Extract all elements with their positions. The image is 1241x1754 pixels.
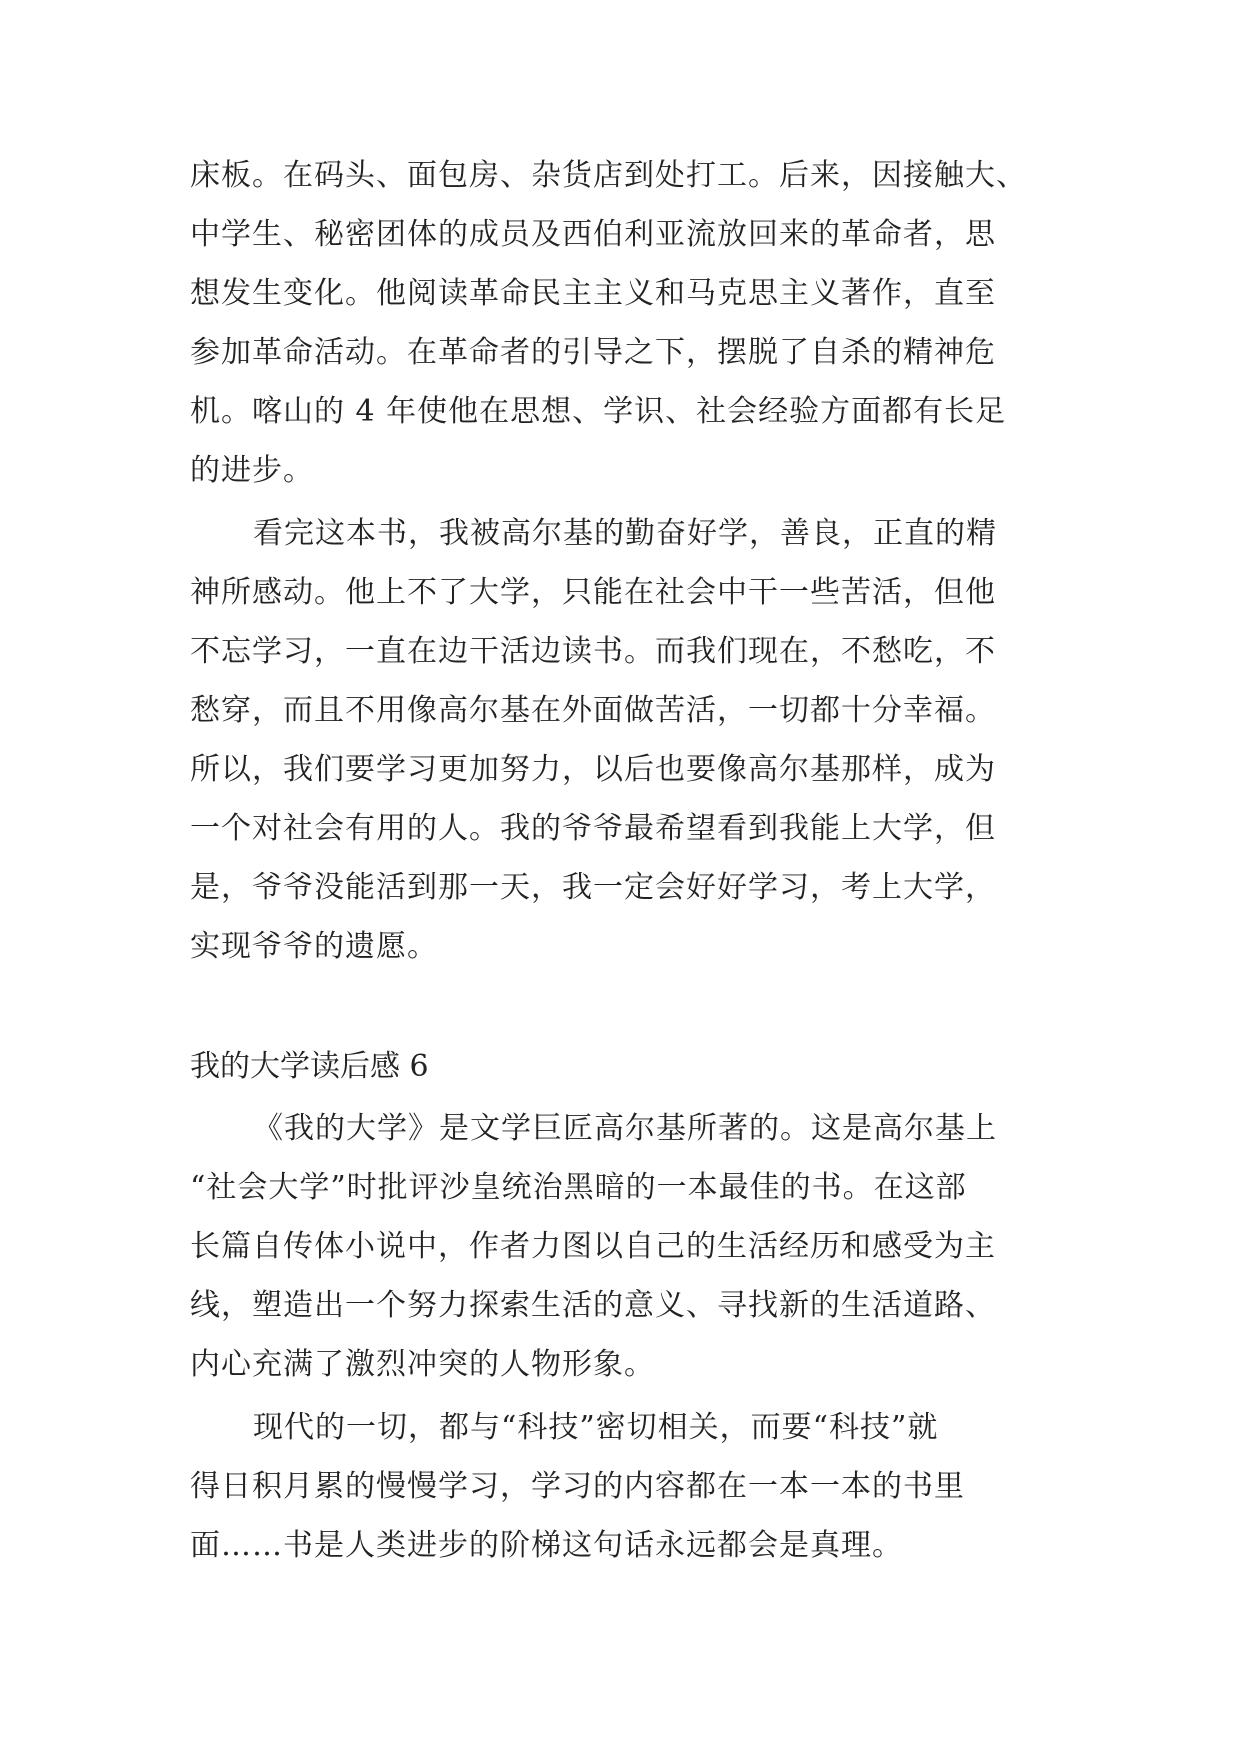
paragraph-line: 不忘学习，一直在边干活边读书。而我们现在，不愁吃，不: [190, 634, 996, 669]
paragraph-line: 所以，我们要学习更加努力，以后也要像高尔基那样，成为: [190, 752, 996, 787]
paragraph-line: 面……书是人类进步的阶梯这句话永远都会是真理。: [190, 1528, 903, 1563]
paragraph-line: 机。喀山的 4 年使他在思想、学识、社会经验方面都有长足: [190, 394, 1007, 429]
paragraph-line: 内心充满了激烈冲突的人物形象。: [190, 1347, 655, 1382]
paragraph-line: 看完这本书，我被高尔基的勤奋好学，善良，正直的精: [253, 516, 997, 551]
paragraph-line: 得日积月累的慢慢学习，学习的内容都在一本一本的书里: [190, 1469, 965, 1504]
paragraph-line: 参加革命活动。在革命者的引导之下，摆脱了自杀的精神危: [190, 335, 996, 370]
paragraph-line: 是，爷爷没能活到那一天，我一定会好好学习，考上大学，: [190, 870, 996, 905]
paragraph-line: 愁穿，而且不用像高尔基在外面做苦活，一切都十分幸福。: [190, 693, 996, 728]
paragraph-line: 线，塑造出一个努力探索生活的意义、寻找新的生活道路、: [190, 1288, 996, 1323]
paragraph-line: “社会大学”时批评沙皇统治黑暗的一本最佳的书。在这部: [190, 1170, 967, 1205]
paragraph-line: 《我的大学》是文学巨匠高尔基所著的。这是高尔基上: [253, 1111, 997, 1146]
paragraph-line: 神所感动。他上不了大学，只能在社会中干一些苦活，但他: [190, 575, 996, 610]
paragraph-line: 床板。在码头、面包房、杂货店到处打工。后来，因接触大、: [190, 158, 1027, 193]
paragraph-line: 长篇自传体小说中，作者力图以自己的生活经历和感受为主: [190, 1229, 996, 1264]
paragraph-line: 想发生变化。他阅读革命民主主义和马克思主义著作，直至: [190, 276, 996, 311]
paragraph-line: 实现爷爷的遗愿。: [190, 929, 438, 964]
paragraph-line: 现代的一切，都与“科技”密切相关，而要“科技”就: [253, 1410, 939, 1445]
paragraph-line: 一个对社会有用的人。我的爷爷最希望看到我能上大学，但: [190, 811, 996, 846]
section-title: 我的大学读后感 6: [190, 1049, 429, 1084]
paragraph-line: 中学生、秘密团体的成员及西伯利亚流放回来的革命者，思: [190, 217, 996, 252]
paragraph-line: 的进步。: [190, 453, 314, 488]
